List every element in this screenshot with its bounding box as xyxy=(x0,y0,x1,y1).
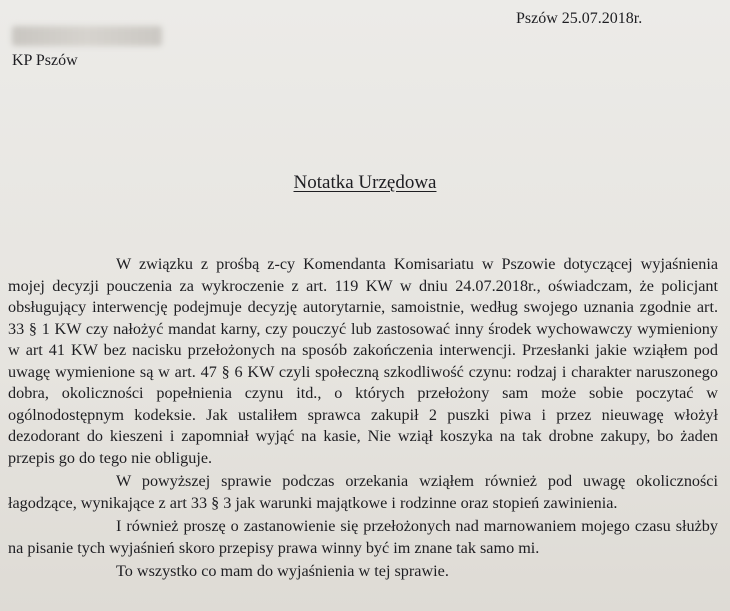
redacted-sender-name xyxy=(12,26,162,46)
place-and-date: Pszów 25.07.2018r. xyxy=(516,10,643,27)
paragraph-3: I również proszę o zastanowienie się przełożonych nad marnowaniem mojego czasu służby na pisanie tych wyjaśnień skoro przepisy prawa winny być im znane tak samo mi. xyxy=(8,517,718,557)
document-title-text: Notatka Urzędowa xyxy=(293,172,437,193)
document-body xyxy=(8,254,718,583)
paragraph-4: To wszystko co mam do wyjaśnienia w tej sprawie. xyxy=(116,562,449,580)
document-title xyxy=(0,172,730,194)
paragraph-1: W związku z prośbą z-cy Komendanta Komisariatu w Pszowie dotyczącej wyjaśnienia mojej decyzji pouczenia za wykroczenie z art. 119 KW w dniu 24.07.2018r., oświadczam, że policjant obsługujący interwencję podejmuje decyzję autorytarnie, samoistnie, według swojego uznania zgodnie art. 33 § 1 KW czy nałożyć mandat karny, czy pouczyć lub zastosować inny środek wychowawczy wymieniony w art 41 KW bez nacisku przełożonych na sposób zakończenia interwencji. Przesłanki jakie wziąłem pod uwagę wymienione są w art. 47 § 6 KW czyli społeczną szkodliwość czynu: rodzaj i charakter naruszonego dobra, okoliczności popełnienia czynu itd., o których przełożony sam może sobie poczytać w ogólnodostępnym kodeksie. Jak ustaliłem sprawca zakupił 2 puszki piwa i przez nieuwagę włożył dezodorant do kieszeni i zapomniał wyjąć na kasie, Nie wziął koszyka na tak drobne zakupy, bo żaden przepis go do tego nie obliguje. xyxy=(8,255,718,467)
paragraph-2: W powyższej sprawie podczas orzekania wziąłem również pod uwagę okoliczności łagodzące, wynikające z art 33 § 3 jak warunki majątkowe i rodzinne oraz stopień zawinienia. xyxy=(8,472,718,512)
organization-name: KP Pszów xyxy=(12,52,78,69)
